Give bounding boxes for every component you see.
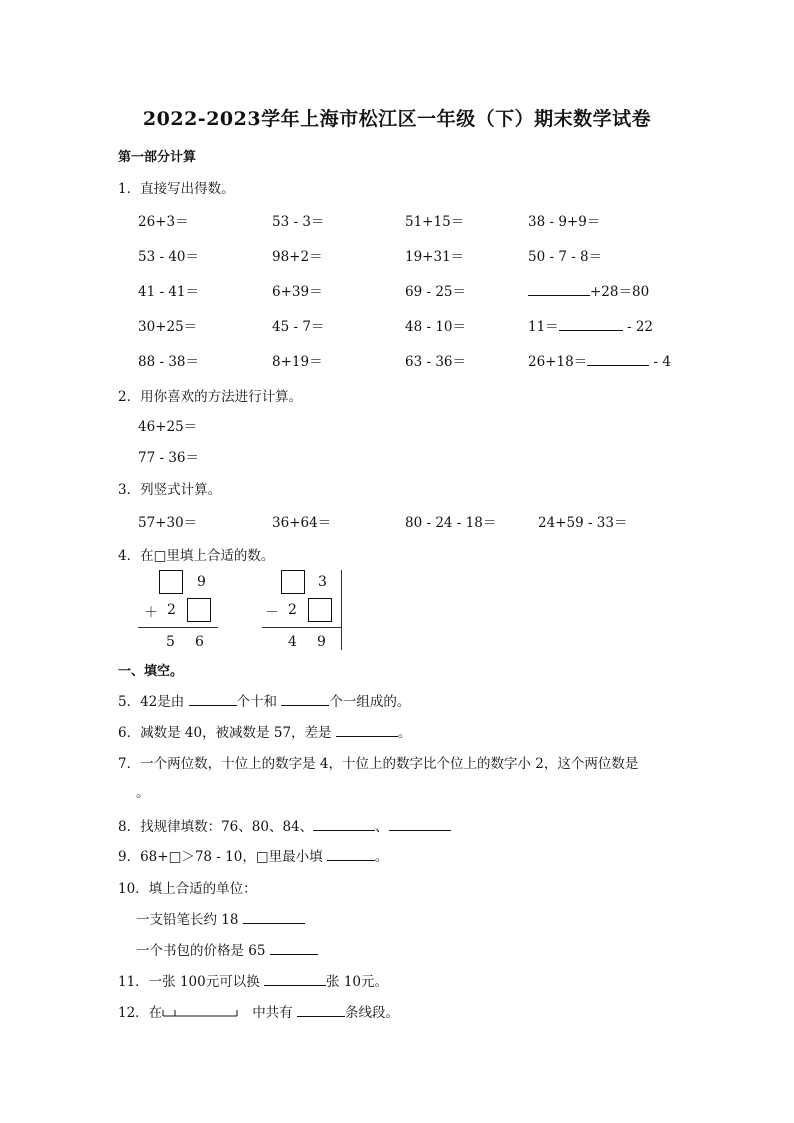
question-7: 7．一个两位数，十位上的数字是 4，十位上的数字比个位上的数字小 2，这个两位数是 — [118, 756, 639, 772]
line-segment-figure — [162, 1009, 238, 1017]
question-10-item: 一个书包的价格是 65 — [136, 939, 318, 959]
q1-item-fill: 26+18＝ - 4 — [528, 354, 671, 370]
answer-blank[interactable] — [281, 692, 329, 706]
question-10-item: 一支铅笔长约 18 — [136, 908, 305, 928]
question-9: 9．68+□＞78 - 10，□里最小填 。 — [118, 849, 389, 865]
q1-item: 45 - 7＝ — [272, 319, 325, 335]
q1-item: 69 - 25＝ — [405, 284, 467, 300]
answer-blank[interactable] — [327, 847, 375, 861]
digit: 6 — [195, 634, 204, 650]
q1-item: 50 - 7 - 8＝ — [528, 249, 603, 265]
question-4-label: 4．在□里填上合适的数。 — [118, 548, 275, 564]
q1-item: 53 - 40＝ — [138, 249, 200, 265]
digit: 5 — [166, 634, 175, 650]
q3-item: 57+30＝ — [138, 515, 198, 531]
q1-item: 38 - 9+9＝ — [528, 214, 601, 230]
q2-item: 77 - 36＝ — [138, 450, 200, 466]
answer-blank[interactable] — [587, 352, 649, 366]
answer-box[interactable] — [187, 598, 211, 622]
digit: 2 — [288, 602, 297, 618]
q3-item: 80 - 24 - 18＝ — [405, 515, 497, 531]
q3-item: 36+64＝ — [272, 515, 332, 531]
q2-item: 46+25＝ — [138, 419, 198, 435]
question-12: 12．在 中共有 条线段。 — [118, 1005, 399, 1021]
answer-box[interactable] — [308, 598, 332, 622]
q1-item: 48 - 10＝ — [405, 319, 467, 335]
q1-item: 8+19＝ — [272, 354, 323, 370]
answer-blank[interactable] — [559, 317, 623, 331]
question-2-label: 2．用你喜欢的方法进行计算。 — [118, 389, 303, 405]
answer-blank[interactable] — [336, 723, 398, 737]
q1-item: 53 - 3＝ — [272, 214, 325, 230]
answer-blank[interactable] — [264, 972, 326, 986]
answer-blank[interactable] — [528, 282, 590, 296]
answer-blank[interactable] — [243, 910, 305, 924]
q1-item: 6+39＝ — [272, 284, 323, 300]
answer-box[interactable] — [159, 570, 183, 594]
difference-line — [262, 627, 342, 628]
plus-sign: ＋ — [144, 605, 158, 621]
q3-item: 24+59 - 33＝ — [538, 515, 628, 531]
digit: 9 — [317, 634, 326, 650]
q1-item: 51+15＝ — [405, 214, 465, 230]
answer-blank[interactable] — [389, 817, 451, 831]
question-3-label: 3．列竖式计算。 — [118, 482, 222, 498]
q1-item-fill: 11＝ - 22 — [528, 319, 654, 335]
question-10-label: 10．填上合适的单位： — [118, 881, 257, 897]
question-8: 8．找规律填数：76、80、84、 、 — [118, 815, 451, 835]
q1-item: 41 - 41＝ — [138, 284, 200, 300]
question-6: 6．减数是 40，被减数是 57，差是 。 — [118, 725, 412, 741]
section-heading-calc: 第一部分计算 — [118, 150, 197, 165]
question-1-label: 1．直接写出得数。 — [118, 181, 235, 197]
section-heading-fill: 一、填空。 — [118, 664, 184, 679]
question-11: 11．一张 100元可以换 张 10元。 — [118, 974, 389, 990]
question-5: 5．42是由 个十和 个一组成的。 — [118, 694, 411, 710]
q1-item: 63 - 36＝ — [405, 354, 467, 370]
digit: 3 — [318, 574, 327, 590]
margin-line — [341, 570, 342, 650]
answer-blank[interactable] — [189, 692, 237, 706]
q1-item-fill: +28＝80 — [528, 280, 649, 300]
minus-sign: － — [265, 605, 279, 621]
digit: 9 — [197, 574, 206, 590]
q1-item: 26+3＝ — [138, 214, 189, 230]
answer-box[interactable] — [281, 570, 305, 594]
sum-line — [138, 627, 218, 628]
q1-item: 19+31＝ — [405, 249, 465, 265]
digit: 2 — [167, 602, 176, 618]
digit: 4 — [288, 634, 297, 650]
answer-blank[interactable] — [313, 817, 375, 831]
page-title: 2022-2023学年上海市松江区一年级（下）期末数学试卷 — [142, 108, 652, 130]
q1-item: 88 - 38＝ — [138, 354, 200, 370]
question-7-end: 。 — [136, 785, 150, 801]
answer-blank[interactable] — [270, 941, 318, 955]
q1-item: 30+25＝ — [138, 319, 198, 335]
answer-blank[interactable] — [297, 1003, 345, 1017]
q1-item: 98+2＝ — [272, 249, 323, 265]
